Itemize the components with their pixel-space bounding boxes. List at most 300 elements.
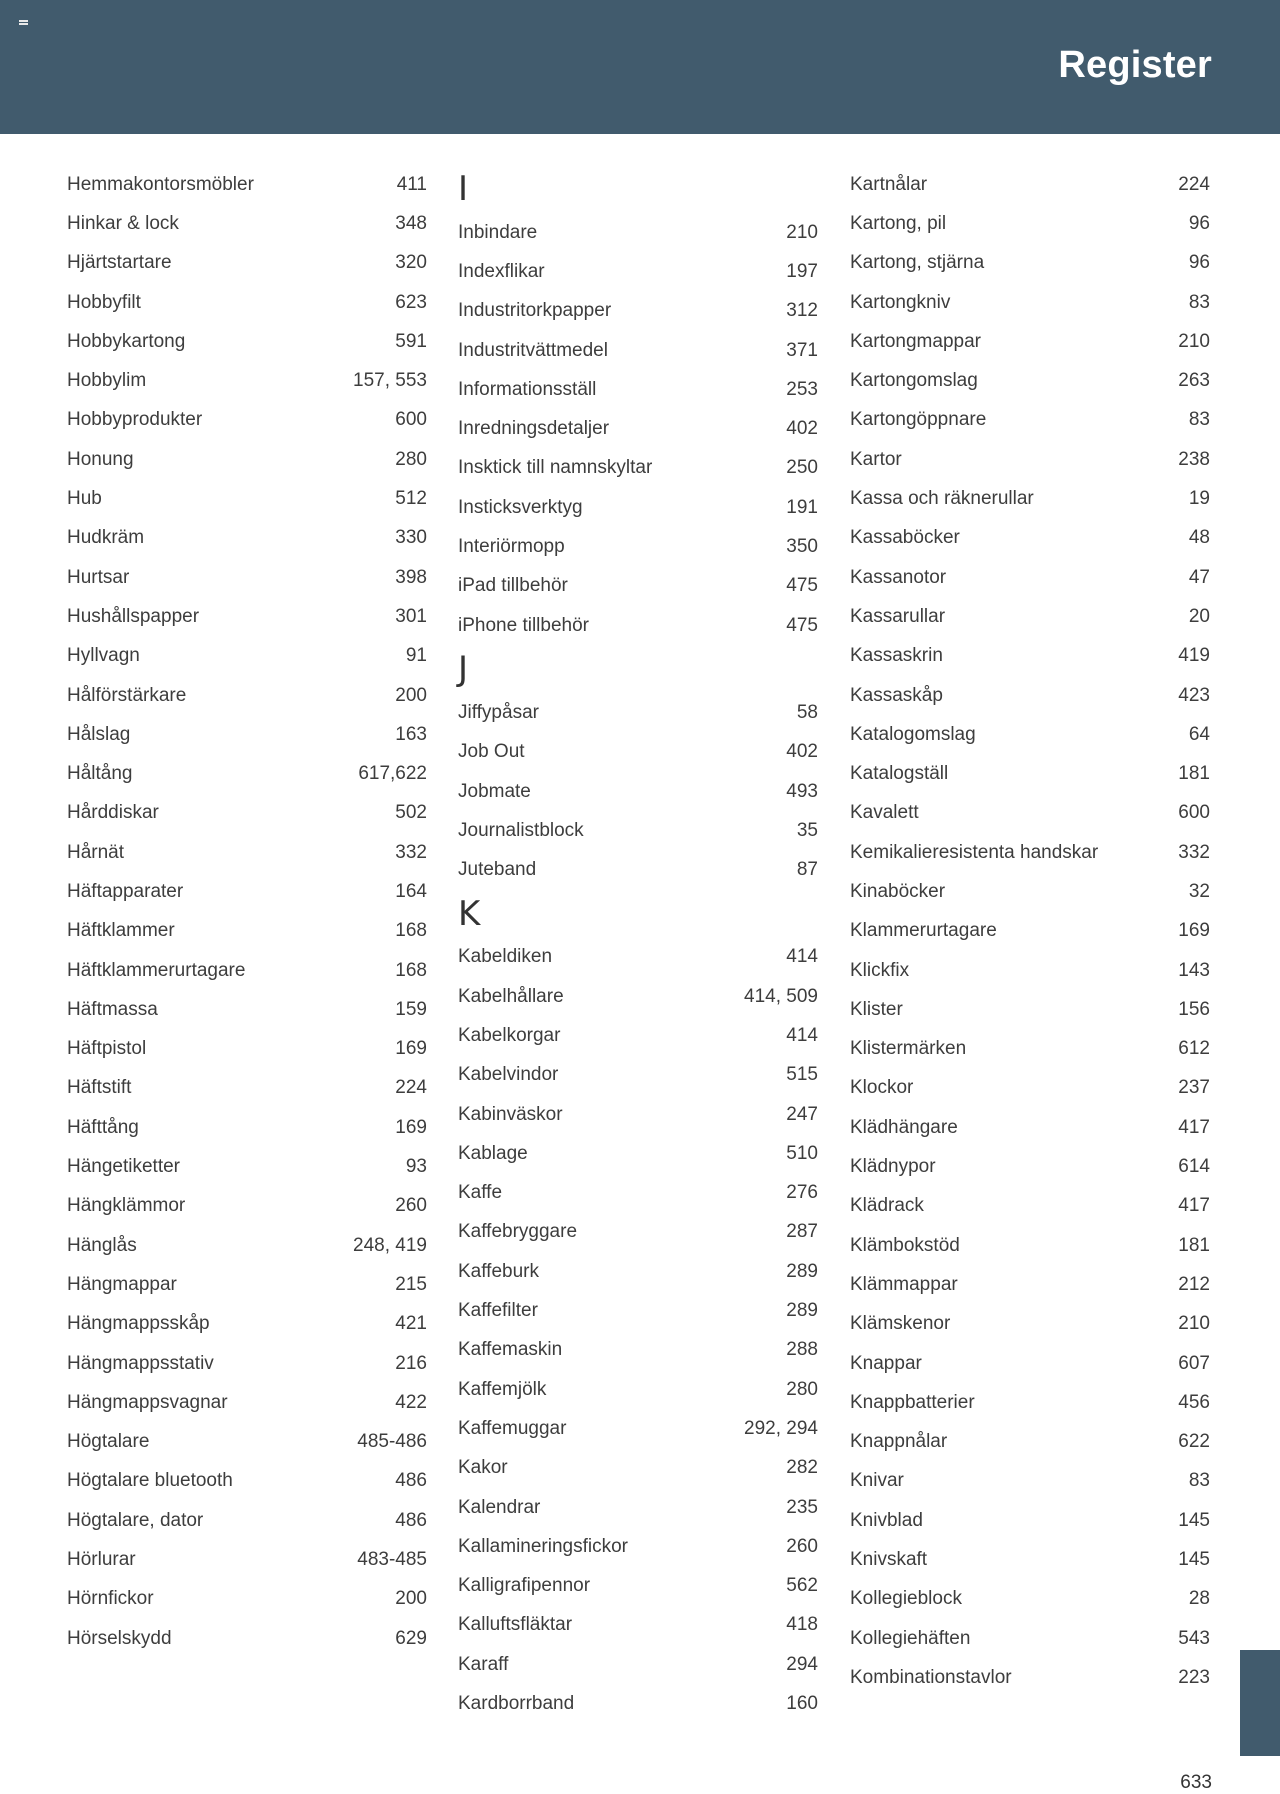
index-entry (850, 1108, 1210, 1147)
index-entry (458, 693, 818, 732)
index-entry (850, 872, 1210, 911)
index-entry-pages: 47 (1188, 566, 1210, 588)
index-entry (67, 1069, 427, 1108)
index-entry (458, 1056, 818, 1095)
index-entry-pages: 32 (1188, 880, 1210, 902)
index-entry-pages: 160 (786, 1693, 818, 1715)
index-entry-pages: 623 (395, 291, 427, 313)
index-entry-pages: 156 (1178, 998, 1210, 1020)
index-entry-term: Insticksverktyg (458, 496, 583, 518)
index-entry-pages: 181 (1178, 763, 1210, 785)
index-entry-term: Kallamineringsfickor (458, 1535, 629, 1557)
index-entry-term: Journalistblock (458, 819, 584, 841)
index-entry (850, 1580, 1210, 1619)
index-entry-term: Kablage (458, 1142, 528, 1164)
index-letter-heading: K (458, 893, 481, 934)
index-entry-term: Häftklammerurtagare (67, 959, 246, 981)
index-entry-pages: 411 (396, 173, 427, 195)
menu-icon[interactable] (19, 20, 28, 27)
index-entry-pages: 260 (786, 1535, 818, 1557)
index-entry-pages: 617,622 (358, 763, 427, 785)
index-entry-pages: 371 (786, 339, 818, 361)
index-entry-term: Klädhängare (850, 1116, 958, 1138)
index-entry (850, 440, 1210, 479)
index-entry (850, 1501, 1210, 1540)
index-entry-term: Hörselskydd (67, 1627, 172, 1649)
index-entry-term: Inbindare (458, 221, 538, 243)
index-entry (67, 1580, 427, 1619)
index-entry-term: Hängmappsskåp (67, 1313, 210, 1335)
index-entry (67, 754, 427, 793)
index-entry-pages: 414 (786, 1024, 818, 1046)
page-title: Register (1058, 44, 1212, 86)
index-entry (850, 244, 1210, 283)
index-entry (67, 1226, 427, 1265)
index-entry (67, 361, 427, 400)
index-entry-term: Kaffemjölk (458, 1378, 547, 1400)
index-entry-term: Högtalare, dator (67, 1509, 204, 1531)
index-entry-pages: 145 (1178, 1549, 1210, 1571)
index-entry (458, 733, 818, 772)
index-entry-term: Inredningsdetaljer (458, 418, 610, 440)
index-entry-pages: 64 (1188, 723, 1210, 745)
index-entry (850, 912, 1210, 951)
index-entry-term: Klockor (850, 1077, 914, 1099)
index-entry-pages: 96 (1188, 252, 1210, 274)
index-entry-pages: 280 (786, 1378, 818, 1400)
index-entry (850, 676, 1210, 715)
index-entry (850, 401, 1210, 440)
index-entry-term: Hjärtstartare (67, 252, 172, 274)
index-entry-pages: 301 (395, 605, 427, 627)
index-entry-term: Kaffemaskin (458, 1339, 563, 1361)
index-entry (67, 1501, 427, 1540)
index-entry (850, 558, 1210, 597)
index-entry-term: Hålslag (67, 723, 131, 745)
index-entry (67, 1423, 427, 1462)
index-entry-term: Kabinväskor (458, 1103, 563, 1125)
index-entry (458, 252, 818, 291)
index-entry (67, 1540, 427, 1579)
index-entry-pages: 312 (786, 300, 818, 322)
index-entry-pages: 350 (786, 536, 818, 558)
index-entry (458, 850, 818, 889)
index-entry-term: Kassanotor (850, 566, 947, 588)
index-entry-pages: 287 (786, 1221, 818, 1243)
index-entry-pages: 210 (1178, 1313, 1210, 1335)
index-entry-pages: 250 (786, 457, 818, 479)
index-entry (850, 1383, 1210, 1422)
index-entry-pages: 197 (786, 260, 818, 282)
index-entry-pages: 282 (786, 1457, 818, 1479)
index-entry-pages: 19 (1188, 488, 1210, 510)
index-entry (458, 331, 818, 370)
index-entry-pages: 332 (395, 841, 427, 863)
index-entry (458, 1134, 818, 1173)
index-entry-term: Hobbyfilt (67, 291, 141, 313)
index-entry (67, 1344, 427, 1383)
index-entry-term: Knappbatterier (850, 1391, 975, 1413)
index-entry (458, 772, 818, 811)
index-entry (850, 1265, 1210, 1304)
index-entry-pages: 485-486 (357, 1431, 427, 1453)
index-letter-heading: I (458, 169, 469, 209)
index-entry (67, 990, 427, 1029)
index-entry (850, 794, 1210, 833)
index-entry-term: Kollegieblock (850, 1588, 962, 1610)
index-entry (67, 1108, 427, 1147)
index-entry-term: Hudkräm (67, 527, 145, 549)
index-entry (67, 1383, 427, 1422)
index-entry (850, 479, 1210, 518)
index-entry-term: Häftapparater (67, 880, 184, 902)
index-entry (67, 676, 427, 715)
index-column-1 (67, 165, 427, 1658)
index-entry (850, 637, 1210, 676)
index-entry-term: Hängetiketter (67, 1156, 181, 1178)
index-entry-pages: 486 (395, 1509, 427, 1531)
index-entry-term: Hålförstärkare (67, 684, 187, 706)
index-entry (850, 1344, 1210, 1383)
index-entry-term: Kalluftsfläktar (458, 1614, 573, 1636)
index-entry-term: Knivskaft (850, 1549, 928, 1571)
index-entry (67, 1187, 427, 1226)
index-entry-pages: 402 (786, 741, 818, 763)
index-entry-term: Kinaböcker (850, 880, 946, 902)
index-entry-pages: 422 (395, 1391, 427, 1413)
index-entry-term: Jobmate (458, 780, 531, 802)
index-entry (458, 213, 818, 252)
index-entry (850, 165, 1210, 204)
index-entry (458, 449, 818, 488)
index-entry-term: Hyllvagn (67, 645, 140, 667)
index-entry (67, 322, 427, 361)
index-entry-pages: 169 (1178, 920, 1210, 942)
index-entry-pages: 515 (786, 1064, 818, 1086)
index-entry-pages: 87 (796, 859, 818, 881)
index-entry-term: Klädrack (850, 1195, 924, 1217)
index-entry-term: Kartong, pil (850, 212, 947, 234)
index-entry (458, 606, 818, 645)
index-entry (850, 1147, 1210, 1186)
index-entry-term: Kartnålar (850, 173, 928, 195)
page-header (0, 0, 1280, 134)
index-column-2 (458, 165, 818, 1724)
index-entry-term: Häftmassa (67, 998, 158, 1020)
index-entry-pages: 212 (1178, 1273, 1210, 1295)
index-entry-pages: 169 (395, 1038, 427, 1060)
index-entry-term: Hårddiskar (67, 802, 159, 824)
index-entry-term: Hängmappsvagnar (67, 1391, 228, 1413)
index-entry-pages: 210 (786, 221, 818, 243)
index-entry-term: Hängmappsstativ (67, 1352, 214, 1374)
index-entry-term: Hinkar & lock (67, 212, 179, 234)
index-entry (458, 1606, 818, 1645)
index-entry-pages: 486 (395, 1470, 427, 1492)
index-entry-term: Industritvättmedel (458, 339, 608, 361)
index-entry-pages: 330 (395, 527, 427, 549)
index-entry (458, 1174, 818, 1213)
index-entry-term: Häftpistol (67, 1038, 147, 1060)
index-entry-pages: 157, 553 (353, 370, 427, 392)
index-entry-pages: 562 (786, 1575, 818, 1597)
index-entry (458, 527, 818, 566)
index-entry-term: Kassarullar (850, 605, 946, 627)
index-entry-pages: 288 (786, 1339, 818, 1361)
index-entry-pages: 210 (1178, 330, 1210, 352)
index-entry (67, 951, 427, 990)
index-entry-term: Hänglås (67, 1234, 137, 1256)
index-entry-pages: 612 (1178, 1038, 1210, 1060)
index-entry-term: Hårnät (67, 841, 125, 863)
index-entry-term: Juteband (458, 859, 537, 881)
index-entry (850, 1619, 1210, 1658)
index-entry (67, 558, 427, 597)
index-entry-pages: 247 (786, 1103, 818, 1125)
index-entry-term: Kassa och räknerullar (850, 488, 1034, 510)
index-entry (67, 597, 427, 636)
index-entry-term: Häfttång (67, 1116, 139, 1138)
index-entry (458, 1684, 818, 1723)
index-entry-pages: 607 (1178, 1352, 1210, 1374)
index-entry-term: Hobbykartong (67, 330, 186, 352)
index-entry-term: Högtalare bluetooth (67, 1470, 233, 1492)
index-entry (67, 1147, 427, 1186)
index-entry-term: Hörlurar (67, 1549, 136, 1571)
index-column-3 (850, 165, 1210, 1698)
index-entry-pages: 93 (405, 1156, 427, 1178)
index-entry-pages: 294 (786, 1653, 818, 1675)
index-entry-term: Håltång (67, 763, 133, 785)
index-entry (850, 951, 1210, 990)
index-entry (458, 567, 818, 606)
index-entry-pages: 145 (1178, 1509, 1210, 1531)
index-entry (850, 1187, 1210, 1226)
index-entry-pages: 83 (1188, 409, 1210, 431)
index-entry-term: Häftstift (67, 1077, 132, 1099)
index-entry-term: Industritorkpapper (458, 300, 612, 322)
index-entry-term: Informationsställ (458, 378, 597, 400)
index-entry-term: Insktick till namnskyltar (458, 457, 653, 479)
index-entry-term: Hörnfickor (67, 1588, 154, 1610)
index-entry (67, 401, 427, 440)
index-entry-term: Kassaböcker (850, 527, 960, 549)
index-entry-term: Kalligrafipennor (458, 1575, 591, 1597)
index-entry (67, 912, 427, 951)
index-entry-term: Klammerurtagare (850, 920, 997, 942)
index-entry-term: Hobbylim (67, 370, 147, 392)
index-entry-pages: 253 (786, 378, 818, 400)
index-entry (850, 715, 1210, 754)
index-entry-term: Klämskenor (850, 1313, 951, 1335)
index-entry-pages: 163 (395, 723, 427, 745)
index-entry-term: Hemmakontorsmöbler (67, 173, 254, 195)
index-entry-pages: 168 (395, 920, 427, 942)
index-entry-pages: 215 (395, 1273, 427, 1295)
index-entry-pages: 35 (796, 819, 818, 841)
index-entry (458, 1370, 818, 1409)
index-entry-pages: 260 (395, 1195, 427, 1217)
index-entry-term: Hushållspapper (67, 605, 200, 627)
index-entry-term: Kartongomslag (850, 370, 978, 392)
index-entry-term: Högtalare (67, 1431, 150, 1453)
index-entry (458, 977, 818, 1016)
index-entry-term: Kalendrar (458, 1496, 541, 1518)
index-entry (458, 1095, 818, 1134)
index-entry (67, 794, 427, 833)
index-entry (458, 1567, 818, 1606)
index-entry-pages: 493 (786, 780, 818, 802)
index-entry-pages: 419 (1178, 645, 1210, 667)
index-entry-pages: 48 (1188, 527, 1210, 549)
index-entry-term: Hub (67, 488, 102, 510)
index-entry (67, 872, 427, 911)
index-entry (67, 440, 427, 479)
index-entry-pages: 238 (1178, 448, 1210, 470)
index-entry-term: Klämbokstöd (850, 1234, 960, 1256)
index-entry-pages: 224 (1178, 173, 1210, 195)
index-entry-term: Kabeldiken (458, 946, 553, 968)
index-entry-pages: 235 (786, 1496, 818, 1518)
index-entry-term: Kassaskåp (850, 684, 943, 706)
index-letter-heading: J (458, 649, 469, 690)
index-entry-pages: 543 (1178, 1627, 1210, 1649)
index-entry-pages: 276 (786, 1182, 818, 1204)
index-entry-pages: 223 (1178, 1666, 1210, 1688)
index-entry-term: Kabelkorgar (458, 1024, 561, 1046)
index-entry (458, 1016, 818, 1055)
index-entry (850, 1069, 1210, 1108)
index-entry-pages: 191 (786, 496, 818, 518)
index-entry-term: Klädnypor (850, 1156, 936, 1178)
index-entry (458, 1449, 818, 1488)
index-entry (67, 1619, 427, 1658)
index-entry-term: Kakor (458, 1457, 508, 1479)
index-entry-pages: 414 (786, 946, 818, 968)
index-entry (458, 488, 818, 527)
index-entry-pages: 417 (1178, 1116, 1210, 1138)
index-entry-term: Kabelvindor (458, 1064, 559, 1086)
index-entry (458, 409, 818, 448)
index-entry-term: iPhone tillbehör (458, 614, 589, 636)
index-entry-term: Kartongöppnare (850, 409, 987, 431)
index-entry (67, 1265, 427, 1304)
index-entry (67, 283, 427, 322)
index-entry (67, 637, 427, 676)
index-entry-pages: 164 (395, 880, 427, 902)
index-entry-term: Knivar (850, 1470, 904, 1492)
index-entry (67, 1030, 427, 1069)
index-entry-term: Kaffeburk (458, 1260, 539, 1282)
index-entry-pages: 83 (1188, 291, 1210, 313)
index-entry-term: Klistermärken (850, 1038, 967, 1060)
index-entry-pages: 143 (1178, 959, 1210, 981)
index-entry-pages: 402 (786, 418, 818, 440)
index-entry-pages: 475 (786, 614, 818, 636)
index-entry (850, 519, 1210, 558)
index-entry (850, 1226, 1210, 1265)
index-entry-term: Häftklammer (67, 920, 175, 942)
index-entry-term: Kardborrband (458, 1693, 575, 1715)
index-entry-pages: 96 (1188, 212, 1210, 234)
index-entry-term: Kabelhållare (458, 985, 564, 1007)
index-entry-pages: 159 (395, 998, 427, 1020)
index-entry-pages: 622 (1178, 1431, 1210, 1453)
index-entry-pages: 91 (405, 645, 427, 667)
index-entry (67, 519, 427, 558)
index-entry-term: Indexflikar (458, 260, 545, 282)
index-entry (458, 1331, 818, 1370)
index-entry-pages: 418 (786, 1614, 818, 1636)
index-entry-pages: 398 (395, 566, 427, 588)
index-entry-pages: 423 (1178, 684, 1210, 706)
index-entry (850, 990, 1210, 1029)
index-entry-term: Jiffypåsar (458, 701, 539, 723)
index-entry-term: Job Out (458, 741, 525, 763)
index-entry (67, 1462, 427, 1501)
index-entry (850, 833, 1210, 872)
index-entry (458, 811, 818, 850)
index-entry-term: Klister (850, 998, 903, 1020)
index-entry-pages: 181 (1178, 1234, 1210, 1256)
index-entry-pages: 263 (1178, 370, 1210, 392)
index-entry (850, 283, 1210, 322)
index-entry-pages: 483-485 (357, 1549, 427, 1571)
index-entry-term: Kaffebryggare (458, 1221, 578, 1243)
index-entry-term: Kartong, stjärna (850, 252, 985, 274)
index-entry-term: Kemikalieresistenta handskar (850, 841, 1099, 863)
index-entry-term: Kartongmappar (850, 330, 981, 352)
index-entry-pages: 28 (1188, 1588, 1210, 1610)
index-entry-pages: 502 (395, 802, 427, 824)
index-entry (67, 1305, 427, 1344)
index-entry-pages: 421 (395, 1313, 427, 1335)
index-entry-term: Kartongkniv (850, 291, 951, 313)
index-entry (458, 370, 818, 409)
index-entry-term: Knappar (850, 1352, 922, 1374)
index-entry (458, 292, 818, 331)
index-entry (850, 361, 1210, 400)
index-entry-term: Kavalett (850, 802, 919, 824)
index-entry (850, 1462, 1210, 1501)
index-entry (850, 1030, 1210, 1069)
index-entry (850, 597, 1210, 636)
index-entry-pages: 58 (796, 701, 818, 723)
index-entry (458, 1645, 818, 1684)
index-entry-pages: 600 (1178, 802, 1210, 824)
index-entry-pages: 289 (786, 1260, 818, 1282)
index-entry (458, 1252, 818, 1291)
index-entry-pages: 292, 294 (744, 1417, 818, 1439)
page-number: 633 (1180, 1772, 1212, 1793)
index-entry-term: Kartor (850, 448, 902, 470)
index-entry-pages: 512 (395, 488, 427, 510)
index-entry-term: Hurtsar (67, 566, 130, 588)
index-entry-pages: 417 (1178, 1195, 1210, 1217)
index-entry (850, 1658, 1210, 1697)
index-entry (458, 1488, 818, 1527)
index-entry-term: iPad tillbehör (458, 575, 568, 597)
index-entry (458, 1291, 818, 1330)
index-entry (67, 165, 427, 204)
index-entry-pages: 320 (395, 252, 427, 274)
index-entry-pages: 216 (395, 1352, 427, 1374)
index-entry-term: Kaffemuggar (458, 1417, 567, 1439)
index-entry-pages: 629 (395, 1627, 427, 1649)
index-entry (67, 833, 427, 872)
index-entry-pages: 200 (395, 684, 427, 706)
index-entry-term: Knappnålar (850, 1431, 948, 1453)
